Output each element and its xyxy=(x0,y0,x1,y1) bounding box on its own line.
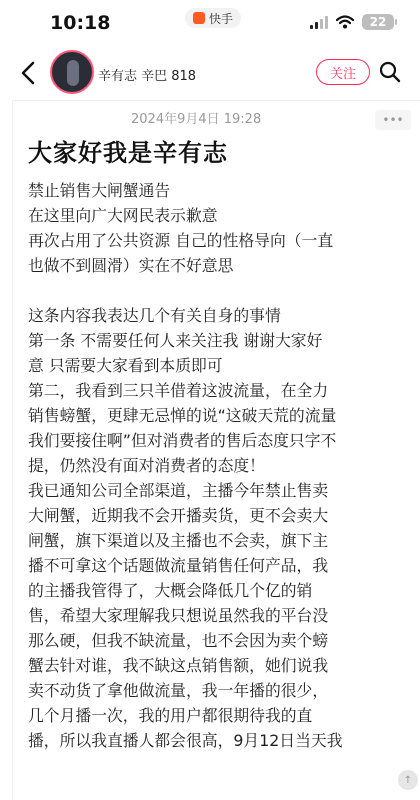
status-icons xyxy=(310,14,394,30)
body-line: 那么硬，但我不缺流量，也不会因为卖个螃 xyxy=(28,631,329,650)
body-line: 播不可拿这个话题做流量销售任何产品，我 xyxy=(28,556,329,575)
battery-icon: 22 xyxy=(362,14,394,30)
floating-action-icon[interactable]: ↑ xyxy=(398,770,418,790)
wifi-icon xyxy=(336,15,354,29)
body-line: 销售螃蟹，更肆无忌惮的说“这破天荒的流量 xyxy=(28,406,337,425)
post-body xyxy=(28,178,416,753)
body-line: 卖不动货了拿他做流量，我一年播的很少， xyxy=(28,681,329,700)
body-line: 再次占用了公共资源 自己的性格导向（一直 xyxy=(28,231,334,250)
cellular-signal-icon xyxy=(310,15,328,29)
body-line: 闸蟹，旗下渠道以及主播也不会卖，旗下主 xyxy=(28,531,329,550)
body-line: 第一条 不需要任何人来关注我 谢谢大家好 xyxy=(28,331,323,350)
more-options-icon[interactable]: ••• xyxy=(375,110,411,130)
body-line: 在这里向广大网民表示歉意 xyxy=(28,206,218,225)
app-name: 快手 xyxy=(209,11,234,26)
body-line: 播，所以我直播人都会很高，9月12日当天我 xyxy=(28,731,343,750)
body-line: 几个月播一次，我的用户都很期待我的直 xyxy=(28,706,313,725)
body-line: 第二，我看到三只羊借着这波流量，在全力 xyxy=(28,381,329,400)
status-bar xyxy=(0,0,420,48)
body-line: 我已通知公司全部渠道，主播今年禁止售卖 xyxy=(28,481,329,500)
search-icon[interactable] xyxy=(379,61,401,83)
author-name[interactable]: 辛有志 辛巴 818 xyxy=(98,69,197,84)
body-line: 我们要接住啊”但对消费者的售后态度只字不 xyxy=(28,431,337,450)
post-title: 大家好我是辛有志 xyxy=(28,139,228,167)
body-line: 也做不到圆滑）实在不好意思 xyxy=(28,256,234,275)
body-line: 的主播我管得了，大概会降低几个亿的销 xyxy=(28,581,313,600)
nav-bar xyxy=(0,48,420,100)
body-line: 提，仍然没有面对消费者的态度！ xyxy=(28,456,265,475)
back-arrow-icon[interactable] xyxy=(16,58,42,88)
body-line: 禁止销售大闸蟹通告 xyxy=(28,181,171,200)
author-avatar[interactable] xyxy=(50,50,94,94)
post-card xyxy=(12,100,420,800)
follow-button[interactable]: 关注 xyxy=(316,59,370,85)
body-line: 大闸蟹，近期我不会开播卖货，更不会卖大 xyxy=(28,506,329,525)
body-line: 这条内容我表达几个有关自身的事情 xyxy=(28,306,281,325)
paragraph-gap xyxy=(28,278,416,303)
body-line: 售，希望大家理解我只想说虽然我的平台没 xyxy=(28,606,329,625)
body-line: 意 只需要大家看到本质即可 xyxy=(28,356,223,375)
post-date: 2024年9月4日 19:28 xyxy=(131,112,262,127)
app-indicator[interactable] xyxy=(185,8,241,28)
status-time: 10:18 xyxy=(50,12,111,34)
body-line: 蟹去针对谁，我不缺这点销售额，她们说我 xyxy=(28,656,329,675)
kuaishou-logo-icon xyxy=(193,12,205,24)
